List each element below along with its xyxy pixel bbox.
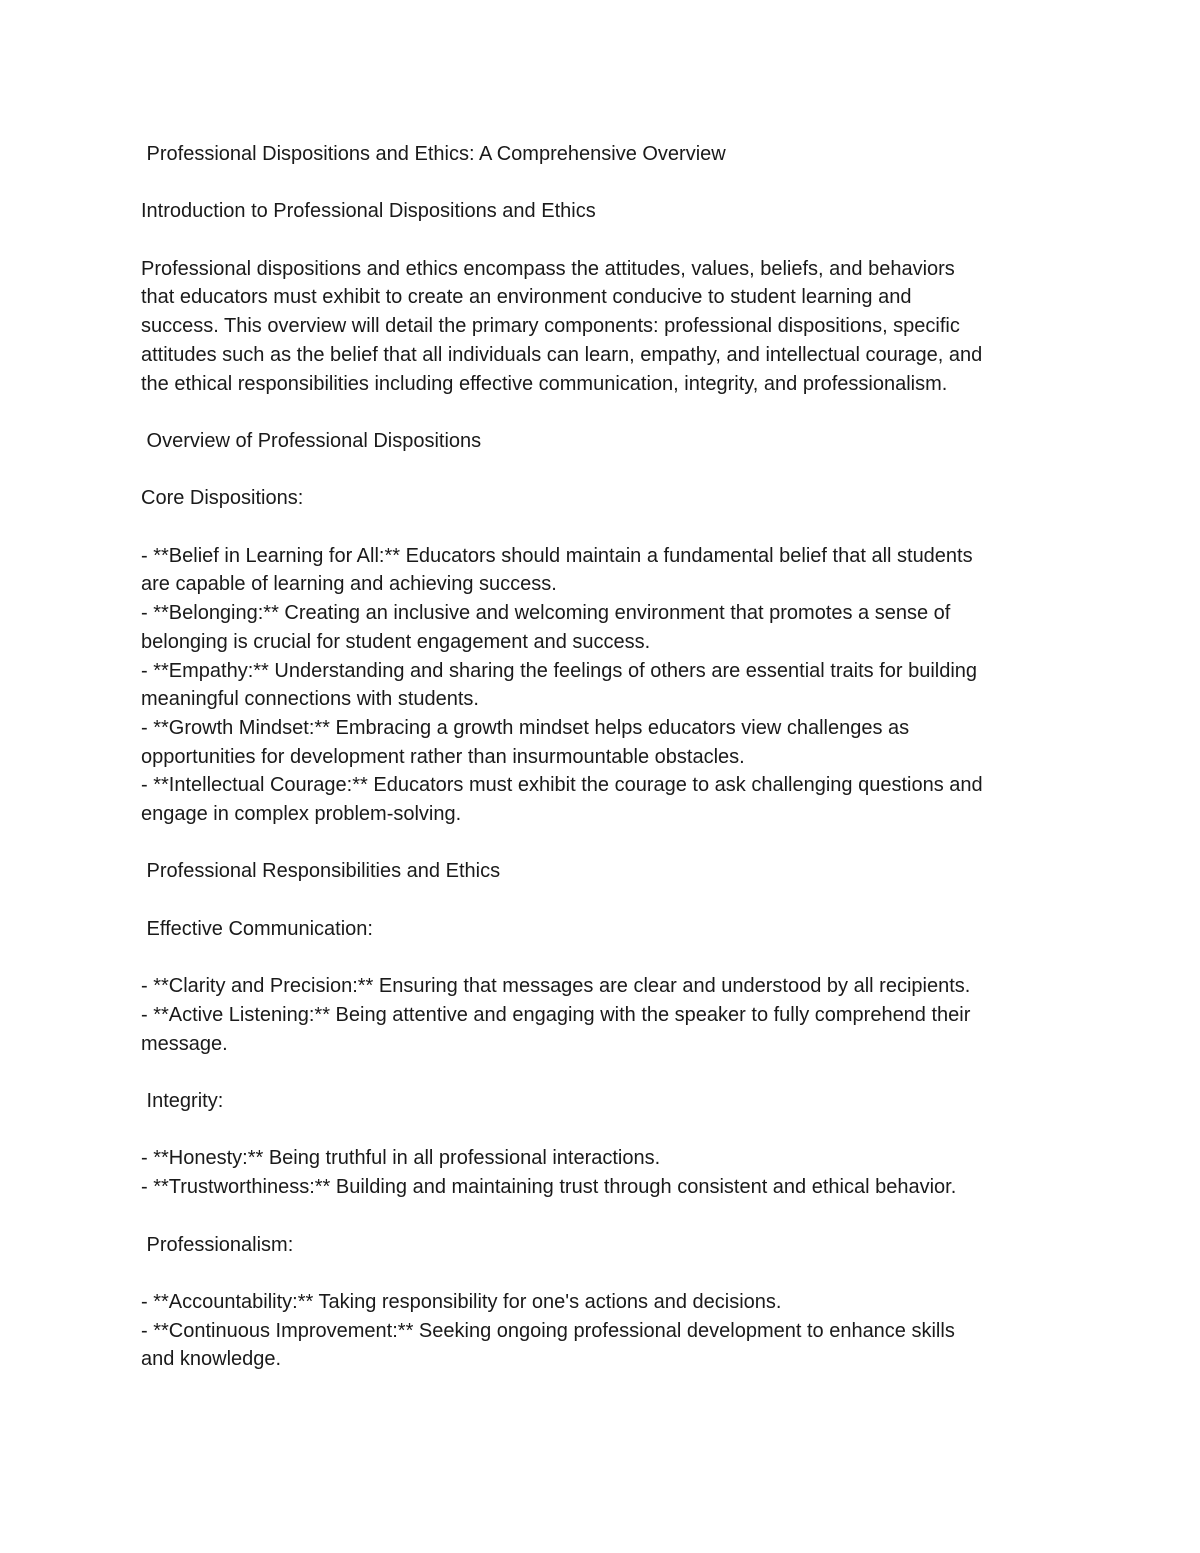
- list-item-line: opportunities for development rather than insurmountable obstacles.: [141, 745, 745, 768]
- integrity-heading: Integrity:: [141, 1090, 224, 1113]
- paragraph-line: attitudes such as the belief that all individuals can learn, empathy, and intellectual courage, and: [141, 343, 983, 366]
- list-item-line: - **Trustworthiness:** Building and maintaining trust through consistent and ethical behavior.: [141, 1176, 957, 1199]
- list-item-line: - **Honesty:** Being truthful in all professional interactions.: [141, 1147, 661, 1170]
- list-item-line: engage in complex problem-solving.: [141, 803, 462, 826]
- list-item-line: - **Accountability:** Taking responsibility for one's actions and decisions.: [141, 1290, 782, 1313]
- paragraph-line: success. This overview will detail the primary components: professional dispositions, specific: [141, 315, 960, 338]
- core-dispositions-list: [141, 542, 1061, 829]
- list-item-line: - **Intellectual Courage:** Educators must exhibit the courage to ask challenging questions and: [141, 774, 983, 797]
- integrity-list: [141, 1144, 1061, 1201]
- list-item-line: message.: [141, 1032, 228, 1055]
- responsibilities-heading: Professional Responsibilities and Ethics: [141, 860, 501, 883]
- paragraph-line: that educators must exhibit to create an environment conducive to student learning and: [141, 286, 912, 309]
- list-item-line: belonging is crucial for student engagement and success.: [141, 630, 651, 653]
- paragraph-line: Professional dispositions and ethics encompass the attitudes, values, beliefs, and behaviors: [141, 257, 955, 280]
- overview-heading: Overview of Professional Dispositions: [141, 429, 482, 452]
- communication-list: [141, 972, 1061, 1058]
- list-item-line: - **Empathy:** Understanding and sharing the feelings of others are essential traits for building: [141, 659, 978, 682]
- list-item-line: - **Continuous Improvement:** Seeking ongoing professional development to enhance skills: [141, 1319, 955, 1342]
- list-item-line: - **Belief in Learning for All:** Educators should maintain a fundamental belief that all students: [141, 544, 973, 567]
- communication-heading: Effective Communication:: [141, 917, 373, 940]
- paragraph-line: the ethical responsibilities including effective communication, integrity, and professionalism.: [141, 372, 948, 395]
- core-dispositions-heading: Core Dispositions:: [141, 487, 304, 510]
- list-item-line: - **Growth Mindset:** Embracing a growth mindset helps educators view challenges as: [141, 716, 910, 739]
- document-page: [141, 140, 1061, 1374]
- intro-paragraph: [141, 255, 1061, 399]
- list-item-line: and knowledge.: [141, 1348, 282, 1371]
- list-item-line: are capable of learning and achieving success.: [141, 573, 557, 596]
- professionalism-list: [141, 1288, 1061, 1374]
- intro-heading: Introduction to Professional Dispositions and Ethics: [141, 200, 596, 223]
- list-item-line: meaningful connections with students.: [141, 688, 479, 711]
- list-item-line: - **Belonging:** Creating an inclusive and welcoming environment that promotes a sense of: [141, 602, 951, 625]
- document-title: Professional Dispositions and Ethics: A Comprehensive Overview: [141, 143, 726, 165]
- professionalism-heading: Professionalism:: [141, 1233, 294, 1256]
- list-item-line: - **Active Listening:** Being attentive and engaging with the speaker to fully comprehend their: [141, 1003, 971, 1026]
- list-item-line: - **Clarity and Precision:** Ensuring that messages are clear and understood by all recipients.: [141, 975, 971, 998]
